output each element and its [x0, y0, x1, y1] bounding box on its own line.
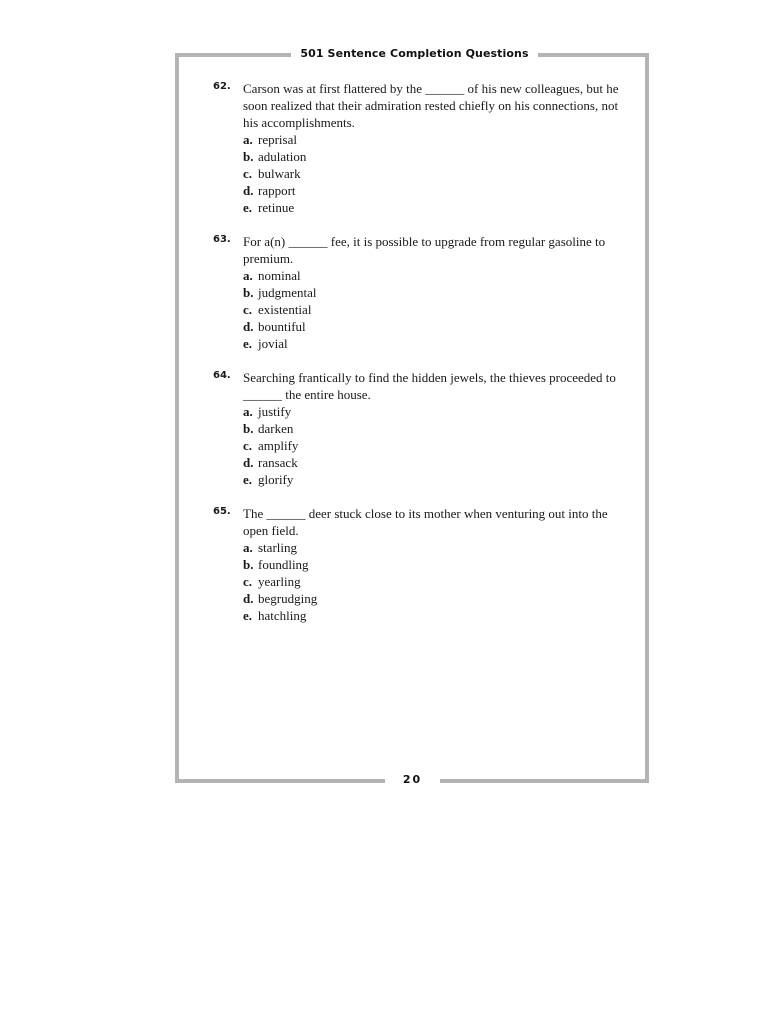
answer-option — [243, 335, 623, 352]
option-letter: d. — [243, 183, 254, 198]
question-stem: The ______ deer stuck close to its mother when venturing out into the open field. — [243, 506, 608, 538]
answer-option — [243, 539, 623, 556]
option-text: existential — [258, 302, 312, 317]
answer-option — [243, 471, 623, 488]
option-letter: a. — [243, 132, 253, 147]
option-text: rapport — [258, 183, 296, 198]
option-letter: e. — [243, 200, 253, 215]
answer-option — [243, 420, 623, 437]
option-text: adulation — [258, 149, 307, 164]
answer-option — [243, 165, 623, 182]
answer-options — [243, 539, 623, 624]
question-number: 64. — [213, 370, 231, 381]
answer-option — [243, 301, 623, 318]
answer-option — [243, 454, 623, 471]
answer-options — [243, 267, 623, 352]
option-letter: c. — [243, 302, 253, 317]
option-text: glorify — [258, 472, 294, 487]
option-text: judgmental — [258, 285, 317, 300]
option-letter: a. — [243, 404, 253, 419]
option-letter: b. — [243, 149, 254, 164]
option-text: foundling — [258, 557, 309, 572]
answer-option — [243, 148, 623, 165]
option-text: retinue — [258, 200, 295, 215]
option-letter: d. — [243, 319, 254, 334]
option-letter: d. — [243, 591, 254, 606]
question-number: 62. — [213, 81, 231, 92]
option-letter: e. — [243, 336, 253, 351]
question-stem: For a(n) ______ fee, it is possible to upgrade from regular gasoline to premium. — [243, 234, 606, 266]
option-text: bountiful — [258, 319, 306, 334]
option-letter: a. — [243, 540, 253, 555]
answer-option — [243, 284, 623, 301]
question-number: 63. — [213, 234, 231, 245]
question-63 — [213, 233, 623, 352]
option-letter: c. — [243, 166, 253, 181]
question-stem: Searching frantically to find the hidden jewels, the thieves proceeded to ______ the entire house. — [243, 370, 616, 402]
option-text: reprisal — [258, 132, 297, 147]
option-text: darken — [258, 421, 294, 436]
question-62 — [213, 80, 623, 216]
answer-option — [243, 182, 623, 199]
option-letter: a. — [243, 268, 253, 283]
option-text: starling — [258, 540, 297, 555]
option-text: nominal — [258, 268, 301, 283]
option-letter: b. — [243, 557, 254, 572]
question-list — [213, 80, 623, 641]
answer-option — [243, 556, 623, 573]
option-text: yearling — [258, 574, 301, 589]
option-text: ransack — [258, 455, 298, 470]
answer-option — [243, 267, 623, 284]
answer-option — [243, 607, 623, 624]
option-text: begrudging — [258, 591, 318, 606]
frame-bottom-rule-right — [440, 779, 649, 783]
option-letter: b. — [243, 285, 254, 300]
answer-option — [243, 131, 623, 148]
option-text: amplify — [258, 438, 299, 453]
answer-options — [243, 403, 623, 488]
option-letter: e. — [243, 608, 253, 623]
answer-option — [243, 403, 623, 420]
frame-bottom-rule-left — [175, 779, 385, 783]
option-text: hatchling — [258, 608, 307, 623]
question-number: 65. — [213, 506, 231, 517]
frame-top-rule-right — [538, 53, 649, 57]
question-65 — [213, 505, 623, 624]
page-number: 20 — [402, 773, 423, 786]
option-text: justify — [258, 404, 292, 419]
option-letter: c. — [243, 438, 253, 453]
answer-option — [243, 437, 623, 454]
option-letter: b. — [243, 421, 254, 436]
question-stem: Carson was at first flattered by the ______ of his new colleagues, but he soon realized that their admiration rested chiefly on his connections, not his accomplishments. — [243, 81, 619, 130]
answer-options — [243, 131, 623, 216]
answer-option — [243, 318, 623, 335]
question-64 — [213, 369, 623, 488]
answer-option — [243, 573, 623, 590]
option-text: bulwark — [258, 166, 301, 181]
answer-option — [243, 199, 623, 216]
option-letter: c. — [243, 574, 253, 589]
running-header-title: 501 Sentence Completion Questions — [300, 47, 529, 60]
frame-top-rule-left — [175, 53, 291, 57]
option-letter: d. — [243, 455, 254, 470]
answer-option — [243, 590, 623, 607]
option-text: jovial — [258, 336, 288, 351]
option-letter: e. — [243, 472, 253, 487]
